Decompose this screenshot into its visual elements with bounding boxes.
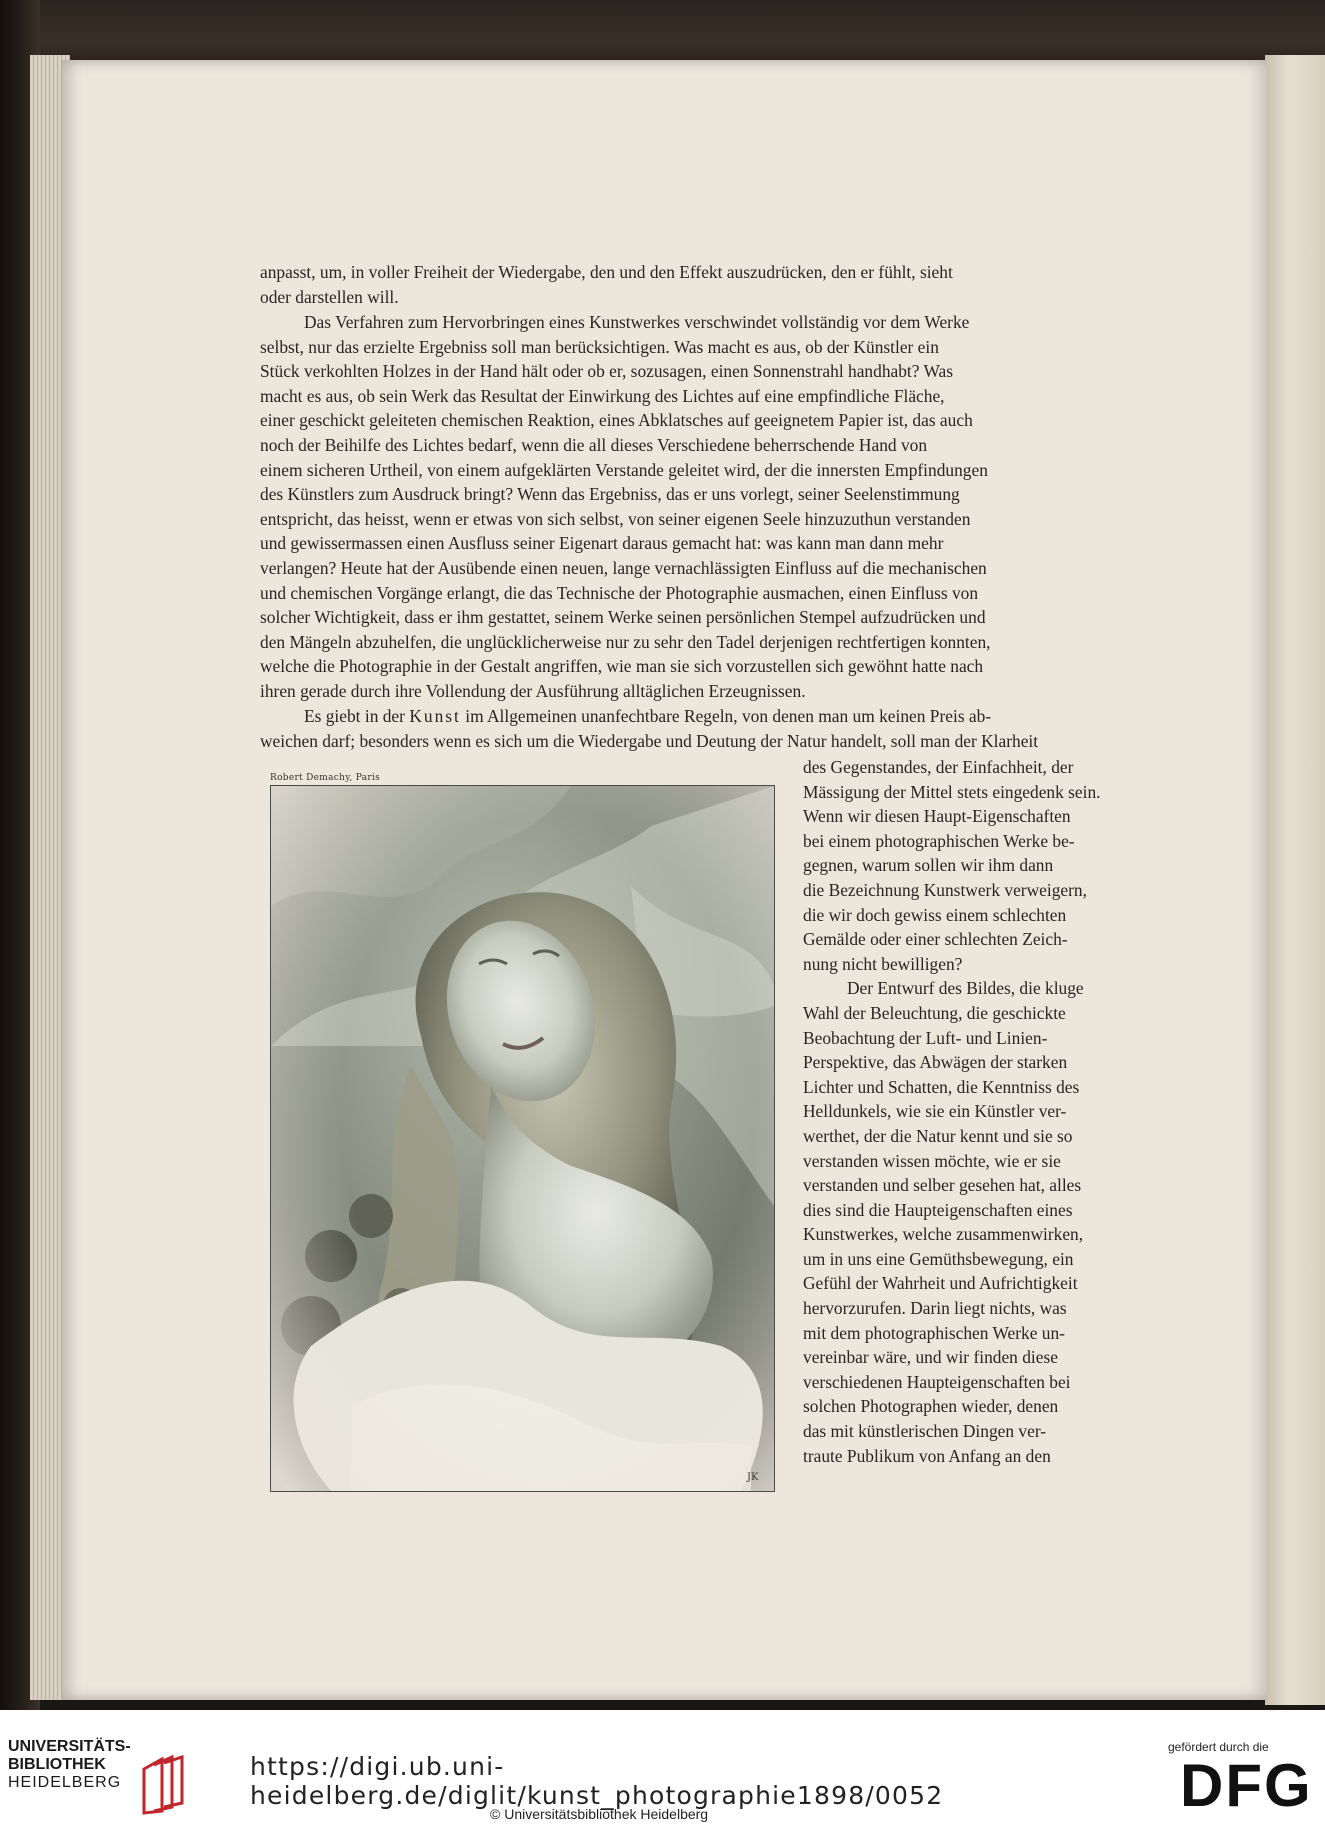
text-line: verlangen? Heute hat der Ausübende einen neuen, lange vernachlässigten Einfluss auf die mechanischen [260, 557, 987, 578]
text-line: und gewissermassen einen Ausfluss seiner Eigenart daraus gemacht hat: was kann man dann mehr [260, 533, 944, 554]
column-text-line: Mässigung der Mittel stets eingedenk sein. [803, 781, 1101, 802]
text-line: Das Verfahren zum Hervorbringen eines Kunstwerkes verschwindet vollständig vor dem Werke [304, 312, 970, 332]
column-text-line: um in uns eine Gemüthsbewegung, ein [803, 1248, 1074, 1269]
portrait-photograph [270, 785, 775, 1492]
paragraph-1 [260, 260, 1116, 309]
column-text-line: werthet, der die Natur kennt und sie so [803, 1125, 1073, 1146]
column-text-line: Perspektive, das Abwägen der starken [803, 1052, 1068, 1073]
text-line: weichen darf; besonders wenn es sich um die Wiedergabe und Deutung der Natur handelt, soll man der Klarheit [260, 730, 1039, 751]
text-line: und chemischen Vorgänge erlangt, die das Technische der Photographie ausmachen, einen Einfluss von [260, 582, 979, 603]
column-text-line: die Bezeichnung Kunstwerk verweigern, [803, 879, 1087, 900]
column-text-line: verstanden wissen möchte, wie er sie [803, 1150, 1061, 1171]
library-emblem-icon [138, 1755, 186, 1817]
photo-monogram: JK [747, 1472, 759, 1483]
portrait-illustration [271, 786, 774, 1491]
column-text-line: Der Entwurf des Bildes, die kluge [847, 978, 1084, 999]
library-name-line1: UNIVERSITÄTS- [8, 1738, 131, 1755]
column-text-line: Lichter und Schatten, die Kenntniss des [803, 1076, 1080, 1097]
column-text-line: traute Publikum von Anfang an den [803, 1445, 1051, 1466]
facing-page-edge [1265, 55, 1325, 1705]
photo-credit-caption: Robert Demachy, Paris [270, 773, 381, 783]
column-text-line: Gefühl der Wahrheit und Aufrichtigkeit [803, 1273, 1078, 1294]
text-line: solcher Wichtigkeit, dass er ihm gestattet, seinem Werke seinen persönlichen Stempel aufzudrücken und [260, 607, 986, 628]
column-text-line: mit dem photographischen Werke un- [803, 1322, 1065, 1343]
text-line: anpasst, um, in voller Freiheit der Wiedergabe, den und den Effekt auszudrücken, den er fühlt, sieht [260, 262, 953, 282]
column-text-line: verschiedenen Haupteigenschaften bei [803, 1371, 1071, 1392]
column-text-line: bei einem photographischen Werke be- [803, 830, 1075, 851]
emphasized-word: Kunst [409, 706, 461, 726]
text-line: einem sicheren Urtheil, von einem aufgeklärten Verstande geleitet wird, der die innersten Empfindungen [260, 459, 988, 480]
paragraph-2 [260, 310, 1116, 704]
library-footer [0, 1710, 1325, 1826]
text-line: einer geschickt geleiteten chemischen Reaktion, eines Abklatsches auf geeignetem Papier ist, das auch [260, 410, 973, 431]
column-text-line: nung nicht bewilligen? [803, 953, 963, 974]
text-line: des Künstlers zum Ausdruck bringt? Wenn das Ergebniss, das er uns vorlegt, seiner Seelenstimmung [260, 484, 960, 505]
library-name-line3: HEIDELBERG [8, 1774, 122, 1791]
text-line: entspricht, das heisst, wenn er etwas von sich selbst, von seiner eigenen Seele hinzuzuthun verstanden [260, 508, 971, 529]
column-text-line: Wenn wir diesen Haupt-Eigenschaften [803, 806, 1071, 827]
text-line: den Mängeln abzuhelfen, die unglücklicherweise nur zu sehr den Tadel derjenigen rechtfertigen konnten, [260, 631, 991, 652]
text-line: macht es aus, ob sein Werk das Resultat der Einwirkung des Lichtes auf eine empfindliche Fläche, [260, 385, 945, 406]
column-text-line: Beobachtung der Luft- und Linien- [803, 1027, 1048, 1048]
text-line: noch der Beihilfe des Lichtes bedarf, wenn die all dieses Verschiedene beherrschende Hand von [260, 434, 928, 455]
column-text-line: vereinbar wäre, und wir finden diese [803, 1347, 1058, 1368]
column-text-line: solchen Photographen wieder, denen [803, 1396, 1059, 1417]
text-line: oder darstellen will. [260, 286, 399, 307]
column-text-line: Wahl der Beleuchtung, die geschickte [803, 1002, 1066, 1023]
column-text-line: die wir doch gewiss einem schlechten [803, 904, 1067, 925]
copyright-notice: © Universitätsbibliothek Heidelberg [490, 1806, 709, 1822]
right-column-text [803, 755, 1116, 1468]
paragraph-3 [260, 704, 1116, 753]
column-text-line: des Gegenstandes, der Einfachheit, der [803, 757, 1074, 777]
library-name-line2: BIBLIOTHEK [8, 1756, 106, 1773]
column-text-line: Kunstwerkes, welche zusammenwirken, [803, 1224, 1084, 1245]
document-url-link[interactable]: https://digi.ub.uni-heidelberg.de/diglit/kunst_photographie1898/0052 [250, 1752, 944, 1810]
text-line: ihren gerade durch ihre Vollendung der Ausführung alltäglichen Erzeugnissen. [260, 680, 806, 701]
column-text-line: gegnen, warum sollen wir ihm dann [803, 855, 1054, 876]
text-line: welche die Photographie in der Gestalt angriffen, wie man sie sich vorzustellen sich gewöhnt hatte nach [260, 656, 984, 677]
funding-label: gefördert durch die [1168, 1740, 1269, 1754]
column-text-line: verstanden und selber gesehen hat, alles [803, 1175, 1082, 1196]
text-fragment: im Allgemeinen unanfechtbare Regeln, von denen man um keinen Preis ab- [465, 706, 992, 726]
column-text-line: das mit künstlerischen Dingen ver- [803, 1421, 1047, 1442]
text-line: selbst, nur das erzielte Ergebniss soll man berücksichtigen. Was macht es aus, ob der Künstler ein [260, 336, 939, 357]
text-line [260, 704, 1116, 729]
text-fragment: Es giebt in der [304, 706, 405, 726]
dfg-logo: DFG [1180, 1752, 1313, 1819]
column-text-line: dies sind die Haupteigenschaften eines [803, 1199, 1073, 1220]
column-text-line: Gemälde oder einer schlechten Zeich- [803, 929, 1068, 950]
text-line: Stück verkohlten Holzes in der Hand hält oder ob er, sozusagen, einen Sonnenstrahl handhabt? Was [260, 361, 954, 382]
column-text-line: Helldunkels, wie sie ein Künstler ver- [803, 1101, 1067, 1122]
column-text-line: hervorzurufen. Darin liegt nichts, was [803, 1298, 1067, 1319]
